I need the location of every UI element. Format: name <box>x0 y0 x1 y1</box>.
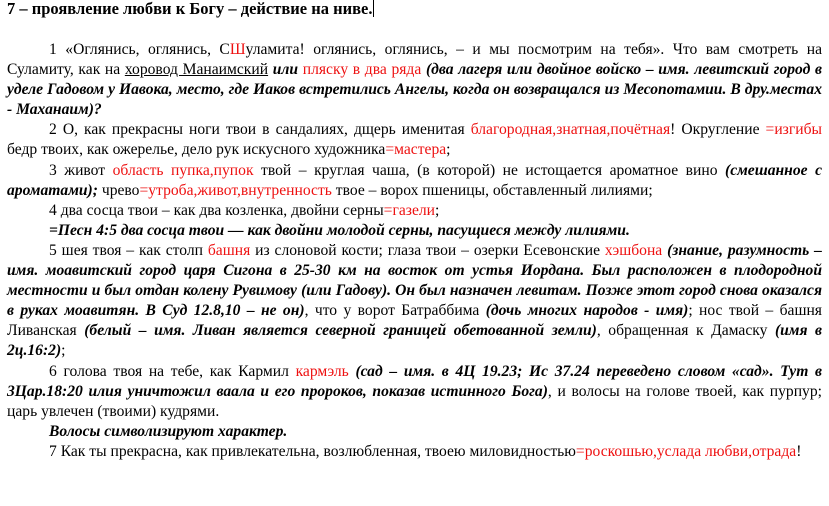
paragraph-verse-4 <box>7 201 822 221</box>
verse-text: 7 Как ты прекрасна, как привлекательна, возлюбленная, твоею миловидностью <box>49 442 576 460</box>
highlighted-synonym: =утроба,живот,внутренность <box>139 181 332 199</box>
verse-text: ! <box>796 442 802 460</box>
underlined-text: хоровод Манаимский <box>124 61 269 79</box>
paragraph-verse-3 <box>7 161 822 201</box>
commentary-text: (смешанное с ароматами); <box>7 161 822 199</box>
verse-text: 1 «Оглянись, оглянись, С <box>49 41 230 58</box>
verse-text: 5 шея твоя – как столп <box>49 241 208 259</box>
verse-text: ; нос твой – башня Ливанская <box>7 302 822 340</box>
highlighted-synonym: хэшбона <box>604 241 663 259</box>
highlighted-synonym: =мастера <box>385 141 447 159</box>
highlighted-synonym: кармэль <box>295 362 349 380</box>
highlighted-synonym: башня <box>207 241 251 259</box>
paragraph-cross-reference <box>7 221 822 241</box>
verse-text: 3 живот <box>49 161 113 179</box>
commentary-text: или <box>272 61 299 79</box>
document-page <box>7 0 822 462</box>
highlighted-synonym: благородная,знатная,почётная <box>470 121 671 139</box>
blank-line <box>7 19 822 40</box>
verse-text: твой – круглая чаша, (в которой) не истощается ароматное вино <box>253 161 726 179</box>
verse-text: , обращенная к Дамаску <box>596 322 775 340</box>
highlighted-synonym: область пупка,пупок <box>112 161 254 179</box>
highlighted-synonym: =газели <box>383 201 435 219</box>
heading-text: 7 – проявление любви к Богу – действие на ниве. <box>7 0 373 18</box>
commentary-text: (сад – имя. в 4Ц 19.23; Ис 37.24 переведено словом «сад». Тут в 3Цар.18:20 илия уничтожил ваала и его пророков, показав истинного Бога) <box>7 362 822 400</box>
verse-text: ; <box>435 201 440 219</box>
highlighted-synonym: Ш <box>229 41 246 58</box>
verse-text: чрево <box>97 181 140 199</box>
paragraph-verse-1 <box>7 40 822 120</box>
verse-text: из слоновой кости; глаза твои – озерки Есевонские <box>250 241 605 259</box>
document-heading <box>7 0 822 19</box>
highlighted-synonym: пляску в два ряда <box>302 61 422 79</box>
commentary-text: (белый – имя. Ливан является северной границей обетованной земли) <box>84 322 597 340</box>
verse-text: 4 два сосца твои – как два козленка, двойни серны <box>49 201 384 219</box>
verse-text: ! Округление <box>670 121 766 139</box>
verse-text: ; <box>61 342 66 360</box>
verse-text: бедр твоих, как ожерелье, дело рук искусного художника <box>7 141 386 159</box>
verse-text: , и волосы на голове твоей, как пурпур; царь увлечен (твоими) кудрями. <box>7 382 822 420</box>
paragraph-note <box>7 422 822 442</box>
commentary-text: (дочь многих народов - имя) <box>485 302 689 320</box>
highlighted-synonym: =изгибы <box>765 121 822 139</box>
verse-text: твое – ворох пшеницы, обставленный лилиями; <box>331 181 653 199</box>
paragraph-verse-5 <box>7 241 822 362</box>
commentary-text: (имя в 2ц.16:2) <box>7 322 823 360</box>
paragraph-verse-7 <box>7 442 822 462</box>
verse-text: , что у ворот Батраббима <box>304 302 486 320</box>
verse-text: 2 О, как прекрасны ноги твои в сандалиях, дщерь именитая <box>49 121 471 139</box>
commentary-text: Волосы символизируют характер. <box>49 422 288 440</box>
paragraph-verse-2 <box>7 120 822 160</box>
verse-text: 6 голова твоя на тебе, как Кармил <box>49 362 296 380</box>
commentary-text: (два лагеря или двойное войско – имя. левитский город в уделе Гадовом у Иавока, место, где Иаков встретились Ангелы, когда он возвращался из Месопотамии. В дру.местах - Маханаим)? <box>7 61 822 119</box>
commentary-text: =Песн 4:5 два сосца твои — как двойни молодой серны, пасущиеся между лилиями. <box>49 221 630 239</box>
text-cursor <box>373 0 374 17</box>
paragraph-verse-6 <box>7 362 822 422</box>
verse-text: уламита! оглянись, оглянись, – и мы посмотрим на тебя». Что вам смотреть на Суламиту, как на <box>7 41 822 79</box>
commentary-text: (знание, разумность – имя. моавитский город царя Сигона в 25-30 км на восток от устья Иордана. Был расположен в плодородной местности и был отдан колену Рувимову (или Гадову). Он был назначен левитам. Позже этот город снова оказался в руках моавитян. В Суд 12.8,10 – не он) <box>7 241 822 320</box>
verse-text: ; <box>446 141 451 159</box>
highlighted-synonym: =роскошью,услада любви,отрада <box>575 442 797 460</box>
